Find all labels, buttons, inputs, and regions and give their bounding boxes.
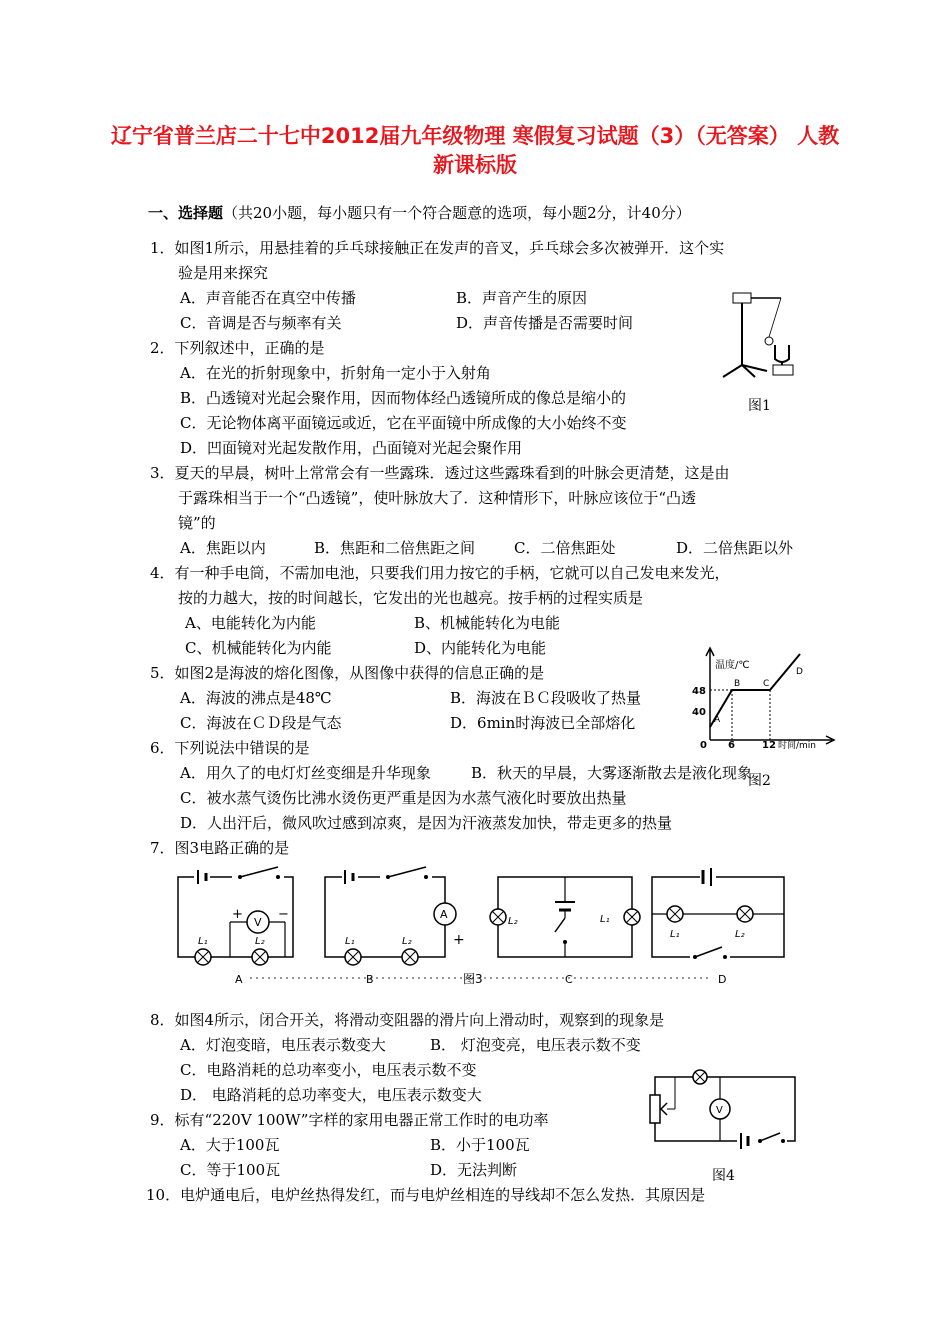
q8-option-a: A．灯泡变暗，电压表示数变大 [180, 1036, 386, 1054]
q9-option-b: B．小于100瓦 [430, 1136, 530, 1154]
page-title: 辽宁省普兰店二十七中2012届九年级物理 寒假复习试题（3）（无答案） 人教新课标版 [110, 124, 840, 177]
q6-stem: 6．下列说法中错误的是 [150, 739, 310, 757]
q6-option-d: D．人出汗后，微风吹过感到凉爽，是因为汗液蒸发加快，带走更多的热量 [180, 814, 673, 832]
circuit-a [178, 867, 293, 965]
figure-2-melting-graph [690, 642, 840, 752]
fig3-label-d: D [718, 973, 727, 986]
fig3-d-l2: L₂ [735, 929, 745, 940]
q2-option-a: A．在光的折射现象中，折射角一定小于入射角 [180, 364, 491, 382]
q5-option-a: A．海波的沸点是48℃ [180, 689, 332, 707]
fig3-c-l1: L₁ [600, 914, 610, 925]
q8-option-b: B． 灯泡变亮，电压表示数不变 [430, 1036, 641, 1054]
q9-option-d: D．无法判断 [430, 1161, 518, 1179]
lamp-icon [402, 949, 418, 965]
q8-stem: 8．如图4所示，闭合开关，将滑动变阻器的滑片向上滑动时，观察到的现象是 [150, 1011, 665, 1029]
circuit-d [652, 868, 784, 960]
figure-1-tuning-fork-apparatus [715, 285, 805, 385]
q4-stem-cont: 按的力越大，按的时间越长，它发出的光也越亮。按手柄的过程实质是 [178, 589, 644, 607]
q3-stem-cont: 于露珠相当于一个“凸透镜”，使叶脉放大了．这种情形下，叶脉应该位于“凸透 [178, 489, 697, 507]
section-heading [148, 203, 691, 223]
lamp-icon [195, 949, 211, 965]
fig3-a-l2: L₂ [255, 936, 265, 947]
section-label: 一、选择题 [148, 204, 224, 222]
fig2-point-b: B [734, 679, 741, 689]
q1-stem: 1．如图1所示，用悬挂着的乒乓球接触正在发声的音叉，乒乓球会多次被弹开．这个实 [150, 239, 725, 257]
q4-stem: 4．有一种手电筒，不需加电池，只要我们用力按它的手柄，它就可以自己发电来发光， [150, 564, 730, 582]
q2-option-c: C．无论物体离平面镜远或近，它在平面镜中所成像的大小始终不变 [180, 414, 627, 432]
fig2-origin: 0 [700, 740, 707, 751]
q3-stem: 3．夏天的早晨，树叶上常常会有一些露珠．透过这些露珠看到的叶脉会更清楚，这是由 [150, 464, 730, 482]
q6-option-a: A．用久了的电灯灯丝变细是升华现象 [180, 764, 431, 782]
q9-option-c: C．等于100瓦 [180, 1161, 281, 1179]
figure-2-caption: 图2 [748, 773, 771, 789]
lamp-icon [252, 949, 268, 965]
section-note: （共20小题，每小题只有一个符合题意的选项，每小题2分，计40分） [223, 204, 691, 222]
fig2-tick-40: 40 [692, 707, 706, 718]
q4-option-b: B、机械能转化为电能 [414, 614, 561, 632]
q3-option-a: A．焦距以内 [180, 539, 266, 557]
fig3-label-b: B [366, 973, 374, 986]
lamp-icon [624, 909, 640, 925]
figure-4-caption: 图4 [712, 1168, 735, 1184]
lamp-icon [490, 909, 506, 925]
figure-3-circuits [170, 862, 800, 992]
lamp-icon [693, 1070, 707, 1084]
fig3-a-minus: − [278, 907, 289, 922]
q2-option-d: D．凹面镜对光起发散作用，凸面镜对光起会聚作用 [180, 439, 523, 457]
fig3-a-l1: L₁ [198, 936, 208, 947]
fig3-caption: 图3 [463, 972, 483, 986]
q2-stem: 2．下列叙述中，正确的是 [150, 339, 325, 357]
figure-1-caption: 图1 [748, 398, 771, 414]
lamp-icon [345, 949, 361, 965]
q6-option-b: B．秋天的早晨，大雾逐渐散去是液化现象 [471, 764, 753, 782]
fig3-d-l1: L₁ [670, 929, 680, 940]
circuit-c [490, 877, 640, 957]
q2-option-b: B．凸透镜对光起会聚作用，因而物体经凸透镜所成的像总是缩小的 [180, 389, 627, 407]
fig3-a-voltmeter-label: V [254, 916, 262, 929]
fig3-label-a: A [235, 973, 243, 986]
q10-stem: 10．电炉通电后，电炉丝热得发红，而与电炉丝相连的导线却不怎么发热．其原因是 [146, 1186, 706, 1204]
q3-option-d: D．二倍焦距以外 [676, 539, 794, 557]
figure-4-circuit [645, 1065, 805, 1145]
q1-stem-cont: 验是用来探究 [178, 264, 269, 282]
q5-option-d: D．6min时海波已全部熔化 [450, 714, 636, 732]
q3-option-c: C．二倍焦距处 [514, 539, 616, 557]
q9-stem: 9．标有“220V 100W”字样的家用电器正常工作时的电功率 [150, 1111, 549, 1129]
fig3-b-ammeter-label: A [440, 908, 448, 921]
q4-option-a: A、电能转化为内能 [185, 614, 316, 632]
fig3-b-plus: + [453, 932, 465, 948]
fig3-label-c: C [565, 973, 573, 986]
fig2-xlabel: 时间/min [778, 741, 817, 751]
lamp-icon [737, 906, 753, 922]
q5-option-c: C．海波在ＣＤ段是气态 [180, 714, 342, 732]
fig2-tick-12: 12 [762, 740, 776, 751]
lamp-icon [667, 906, 683, 922]
q1-option-c: C．音调是否与频率有关 [180, 314, 342, 332]
q5-option-b: B．海波在ＢＣ段吸收了热量 [450, 689, 642, 707]
fig3-b-l2: L₂ [402, 936, 412, 947]
q5-stem: 5．如图2是海波的熔化图像，从图像中获得的信息正确的是 [150, 664, 545, 682]
q9-option-a: A．大于100瓦 [180, 1136, 280, 1154]
fig2-point-d: D [796, 667, 803, 677]
fig3-a-plus: + [232, 907, 243, 922]
fig3-c-l2: L₂ [508, 916, 518, 927]
fig2-tick-48: 48 [692, 686, 706, 697]
fig4-voltmeter-label: V [716, 1105, 723, 1116]
circuit-b [325, 867, 465, 965]
fig2-point-a: A [714, 715, 721, 725]
q1-option-a: A．声音能否在真空中传播 [180, 289, 356, 307]
q3-option-b: B．焦距和二倍焦距之间 [314, 539, 476, 557]
q8-option-d: D． 电路消耗的总功率变大，电压表示数变大 [180, 1086, 482, 1104]
q7-stem: 7．图3电路正确的是 [150, 839, 290, 857]
q1-option-d: D．声音传播是否需要时间 [456, 314, 634, 332]
fig2-tick-6: 6 [728, 740, 735, 751]
fig2-point-c: C [763, 679, 770, 689]
q4-option-d: D、内能转化为电能 [414, 639, 547, 657]
q4-option-c: C、机械能转化为内能 [185, 639, 332, 657]
q8-option-c: C．电路消耗的总功率变小，电压表示数不变 [180, 1061, 477, 1079]
q3-stem-end: 镜”的 [178, 514, 216, 532]
fig2-ylabel: 温度/℃ [715, 660, 750, 671]
q6-option-c: C．被水蒸气烫伤比沸水烫伤更严重是因为水蒸气液化时要放出热量 [180, 789, 627, 807]
fig3-b-l1: L₁ [345, 936, 355, 947]
q1-option-b: B．声音产生的原因 [456, 289, 588, 307]
